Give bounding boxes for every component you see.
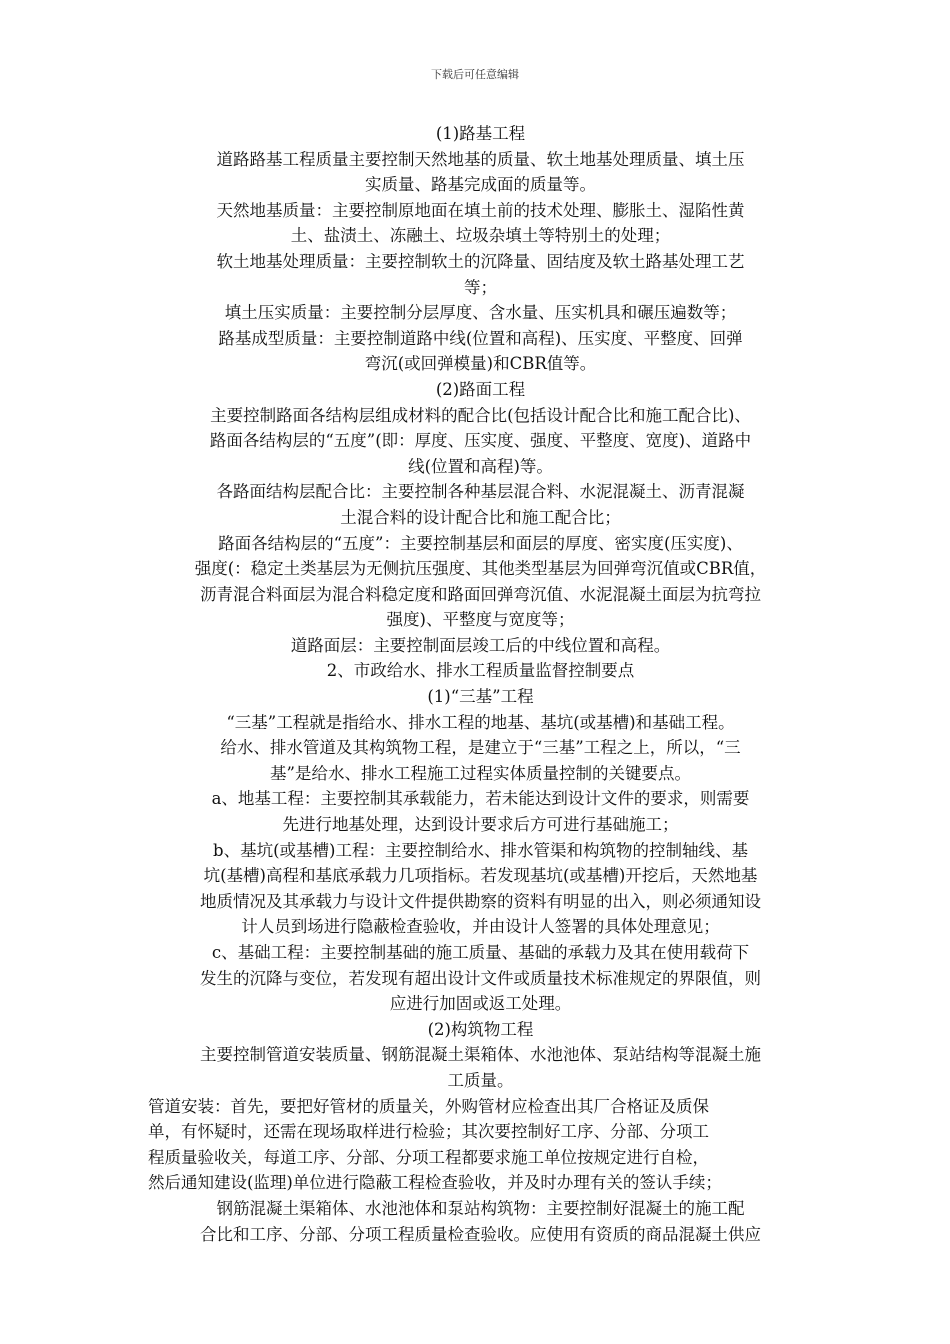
paragraph-line: 合比和工序、分部、分项工程质量检查验收。应使用有资质的商品混凝土供应 [200, 1224, 761, 1244]
paragraph-line: 地质情况及其承载力与设计文件提供勘察的资料有明显的出入，则必须通知设 [200, 891, 761, 911]
paragraph-line: 实质量、路基完成面的质量等。 [365, 175, 596, 195]
paragraph-line: a、地基工程：主要控制其承载能力，若未能达到设计文件的要求，则需要 [211, 789, 750, 809]
section-heading: (2)构筑物工程 [427, 1019, 534, 1039]
section-heading: 2、市政给水、排水工程质量监督控制要点 [326, 661, 635, 681]
paragraph-line: 各路面结构层配合比：主要控制各种基层混合料、水泥混凝土、沥青混凝 [216, 482, 745, 502]
paragraph-line: 天然地基质量：主要控制原地面在填土前的技术处理、膨胀土、湿陷性黄 [216, 200, 745, 220]
paragraph-line: 先进行地基处理，达到设计要求后方可进行基础施工； [282, 815, 679, 835]
paragraph-line: 主要控制路面各结构层组成材料的配合比(包括设计配合比和施工配合比)、 [210, 405, 751, 425]
paragraph-line: 计人员到场进行隐蔽检查验收，并由设计人签署的具体处理意见； [241, 917, 720, 937]
paragraph-line: 路基成型质量：主要控制道路中线(位置和高程)、压实度、平整度、回弹 [218, 328, 743, 348]
paragraph-line: 程质量验收关，每道工序、分部、分项工程都要求施工单位按规定进行自检， [148, 1147, 709, 1167]
paragraph-line: 管道安装：首先，要把好管材的质量关，外购管材应检查出其厂合格证及质保 [148, 1096, 709, 1116]
paragraph-line: 坑(基槽)高程和基底承载力几项指标。若发现基坑(或基槽)开挖后，天然地基 [203, 866, 758, 886]
section-heading: (1)路基工程 [435, 124, 526, 143]
paragraph-line: c、基础工程：主要控制基础的施工质量、基础的承载力及其在使用载荷下 [211, 943, 750, 962]
paragraph-line: 主要控制管道安装质量、钢筋混凝土渠箱体、水池池体、泵站结构等混凝土施 [200, 1045, 761, 1065]
page-header: 下载后可任意编辑 [431, 68, 519, 81]
paragraph-line: 道路路基工程质量主要控制天然地基的质量、软土地基处理质量、填土压 [216, 149, 745, 169]
paragraph-line: 土、盐渍土、冻融土、垃圾杂填土等特别土的处理； [290, 226, 671, 246]
paragraph-line: 弯沉(或回弹模量)和CBR值等。 [364, 354, 597, 374]
document-body [148, 121, 813, 1247]
paragraph-line: 路面各结构层的“五度”：主要控制基层和面层的厚度、密实度(压实度)、 [218, 533, 743, 553]
paragraph-line: “三基”工程就是指给水、排水工程的地基、基坑(或基槽)和基础工程。 [226, 712, 735, 732]
paragraph-line: b、基坑(或基槽)工程：主要控制给水、排水管渠和构筑物的控制轴线、基 [213, 840, 748, 860]
section-heading: (2)路面工程 [435, 379, 526, 399]
paragraph-line: 沥青混合料面层为混合料稳定度和路面回弹弯沉值、水泥混凝土面层为抗弯拉 [200, 584, 761, 604]
paragraph-line: 单，有怀疑时，还需在现场取样进行检验；其次要控制好工序、分部、分项工 [148, 1122, 709, 1142]
section-heading: (1)“三基”工程 [427, 687, 534, 707]
paragraph-line: 钢筋混凝土渠箱体、水池池体和泵站构筑物：主要控制好混凝土的施工配 [216, 1198, 745, 1218]
paragraph-line: 道路面层：主要控制面层竣工后的中线位置和高程。 [290, 635, 671, 655]
paragraph-line: 强度(：稳定土类基层为无侧抗压强度、其他类型基层为回弹弯沉值或CBR值， [194, 559, 767, 579]
paragraph-line: 软土地基处理质量：主要控制软土的沉降量、固结度及软土路基处理工艺 [216, 251, 745, 271]
paragraph-line: 给水、排水管道及其构筑物工程，是建立于“三基”工程之上，所以，“三 [220, 738, 741, 758]
paragraph-line: 工质量。 [447, 1070, 514, 1090]
paragraph-line: 强度)、平整度与宽度等； [386, 610, 575, 630]
paragraph-line: 填土压实质量：主要控制分层厚度、含水量、压实机具和碾压遍数等； [224, 303, 737, 323]
paragraph-line: 基”是给水、排水工程施工过程实体质量控制的关键要点。 [270, 763, 691, 783]
paragraph-line: 然后通知建设(监理)单位进行隐蔽工程检查验收，并及时办理有关的签认手续； [148, 1173, 722, 1193]
paragraph-line: 线(位置和高程)等。 [408, 456, 553, 476]
paragraph-line: 等； [464, 277, 497, 297]
paragraph-line: 发生的沉降与变位，若发现有超出设计文件或质量技术标准规定的界限值，则 [200, 968, 761, 988]
paragraph-line: 土混合料的设计配合比和施工配合比； [340, 507, 621, 527]
paragraph-line: 路面各结构层的“五度”(即：厚度、压实度、强度、平整度、宽度)、道路中 [209, 431, 752, 451]
paragraph-line: 应进行加固或返工处理。 [389, 994, 572, 1014]
